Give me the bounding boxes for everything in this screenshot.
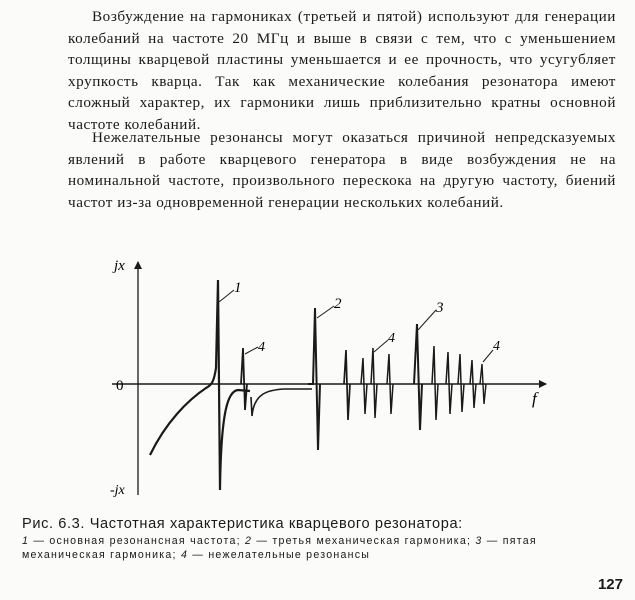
callout-line-4b [374, 340, 388, 352]
callout-4b: 4 [388, 331, 395, 346]
legend-num-4: 4 [180, 549, 189, 561]
callout-3: 3 [436, 300, 444, 316]
figure-caption [22, 515, 622, 562]
legend-num-2: 2 [244, 535, 253, 547]
legend-text-2: — третья механическая гармоника; [252, 535, 476, 547]
fifth-harmonic-resonance [414, 324, 422, 430]
caption-title: Рис. 6.3. Частотная характеристика кварцевого резонатора: [22, 516, 463, 532]
legend-num-1: 1 [22, 535, 30, 547]
paragraph-unwanted-resonances: Нежелательные резонансы могут оказаться причиной непредсказуемых явлений в работе кварцевого генератора в виде возбуждения не на номинальной частоте, произвольного перескока на другую частоту, биений частот из-за одновременной генерации нескольких колебаний. [68, 129, 616, 211]
caption-legend [22, 534, 622, 562]
spurious-resonance-b [344, 350, 350, 420]
legend-text-1: — основная резонансная частота; [29, 535, 245, 547]
origin-label: 0 [116, 378, 124, 394]
callout-2: 2 [334, 296, 342, 312]
fundamental-resonance-curve [150, 280, 250, 490]
spurious-resonance-h [458, 354, 464, 412]
y-axis-bottom-label: -jx [110, 483, 125, 498]
page-number: 127 [597, 576, 623, 593]
callout-line-3 [418, 310, 436, 330]
callout-line-4a [245, 347, 258, 354]
reactance-frequency-figure [108, 250, 563, 508]
spurious-resonance-g [446, 352, 452, 414]
callout-line-2 [317, 306, 334, 318]
callout-line-4c [483, 350, 493, 362]
legend-text-4: — нежелательные резонансы [188, 549, 371, 561]
callout-4a: 4 [258, 340, 265, 355]
legend-text-3: — пятая механическая гармоника; [22, 535, 537, 561]
spurious-resonance-a-tail [251, 389, 312, 416]
y-axis-top-label: jx [114, 258, 125, 274]
spurious-resonance-c [361, 358, 367, 414]
callout-1: 1 [234, 280, 242, 296]
spurious-resonance-d [371, 348, 377, 418]
x-axis-label: f [532, 389, 537, 408]
third-harmonic-resonance [308, 308, 320, 450]
legend-num-3: 3 [475, 535, 483, 547]
callout-4c: 4 [493, 339, 500, 354]
paragraph-harmonics: Возбуждение на гармониках (третьей и пятой) используют для генерации колебаний на частоте 20 МГц и выше в связи с тем, что с уменьшением толщины кварцевой пластины уменьшается и ее прочность, что усугубляет хрупкость кварца. Так как механические колебания резонатора имеют сложный характер, их гармоники лишь приблизительно кратны основной частоте колебаний. [68, 8, 616, 133]
spurious-resonance-a [241, 348, 247, 410]
callout-line-1 [219, 290, 234, 302]
spurious-resonance-f [432, 346, 438, 420]
